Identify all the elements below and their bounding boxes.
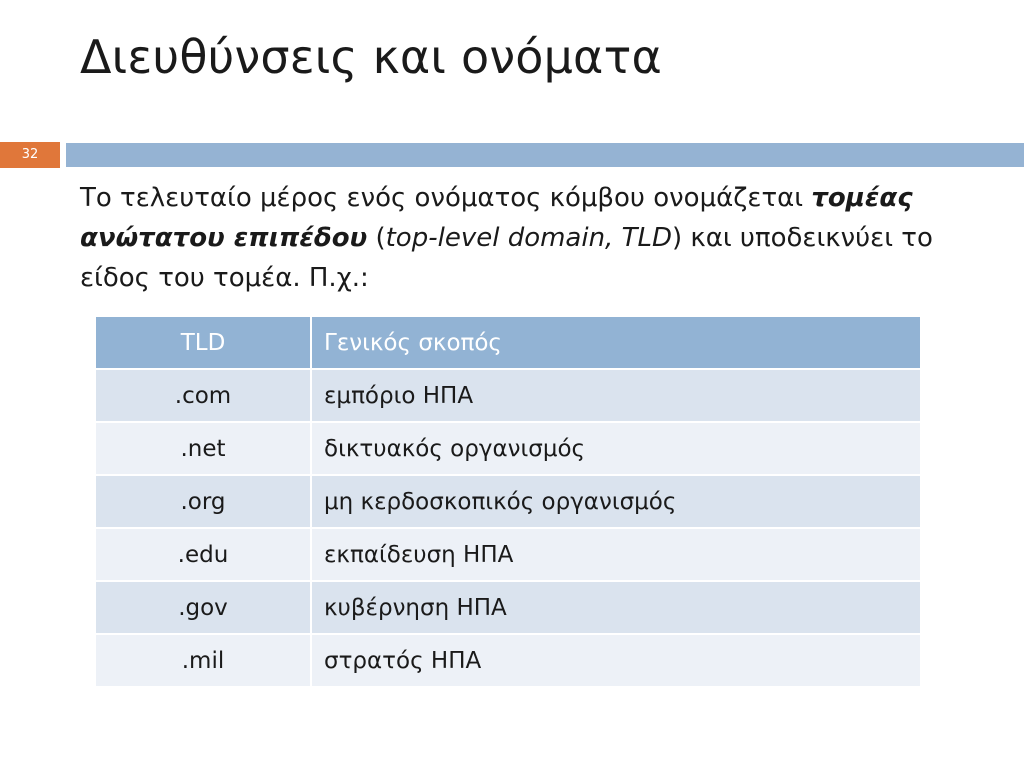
table-row [95, 528, 921, 581]
table-row [95, 634, 921, 687]
body-text-before: Το τελευταίο μέρος ενός ονόματος κόμβου ονομάζεται [80, 183, 812, 213]
table-cell-purpose: στρατός ΗΠΑ [311, 634, 921, 687]
body-text-after: ) και υποδεικνύει το είδος του τομέα. Π.χ.: [80, 223, 933, 293]
table-row [95, 581, 921, 634]
table-header-tld: TLD [95, 316, 311, 369]
table-cell-tld: .edu [95, 528, 311, 581]
table-cell-purpose: εμπόριο ΗΠΑ [311, 369, 921, 422]
table-cell-tld: .gov [95, 581, 311, 634]
tld-table [94, 315, 922, 688]
table-cell-tld: .com [95, 369, 311, 422]
table-cell-purpose: δικτυακός οργανισμός [311, 422, 921, 475]
table-row [95, 422, 921, 475]
table-row [95, 369, 921, 422]
table-cell-purpose: μη κερδοσκοπικός οργανισμός [311, 475, 921, 528]
body-english-term: top-level domain, TLD [385, 223, 672, 253]
body-paren-open: ( [367, 223, 386, 253]
table-cell-tld: .net [95, 422, 311, 475]
table-header-purpose: Γενικός σκοπός [311, 316, 921, 369]
table-cell-tld: .mil [95, 634, 311, 687]
table-cell-purpose: κυβέρνηση ΗΠΑ [311, 581, 921, 634]
slide-title: Διευθύνσεις και ονόματα [80, 30, 662, 84]
header-divider-bar [66, 143, 1024, 167]
table-cell-tld: .org [95, 475, 311, 528]
table-header-row [95, 316, 921, 369]
slide-number-badge: 32 [0, 142, 60, 168]
body-term: τομέας ανώτατου επιπέδου [80, 183, 913, 253]
body-paragraph [80, 178, 1000, 298]
table-cell-purpose: εκπαίδευση ΗΠΑ [311, 528, 921, 581]
table-row [95, 475, 921, 528]
